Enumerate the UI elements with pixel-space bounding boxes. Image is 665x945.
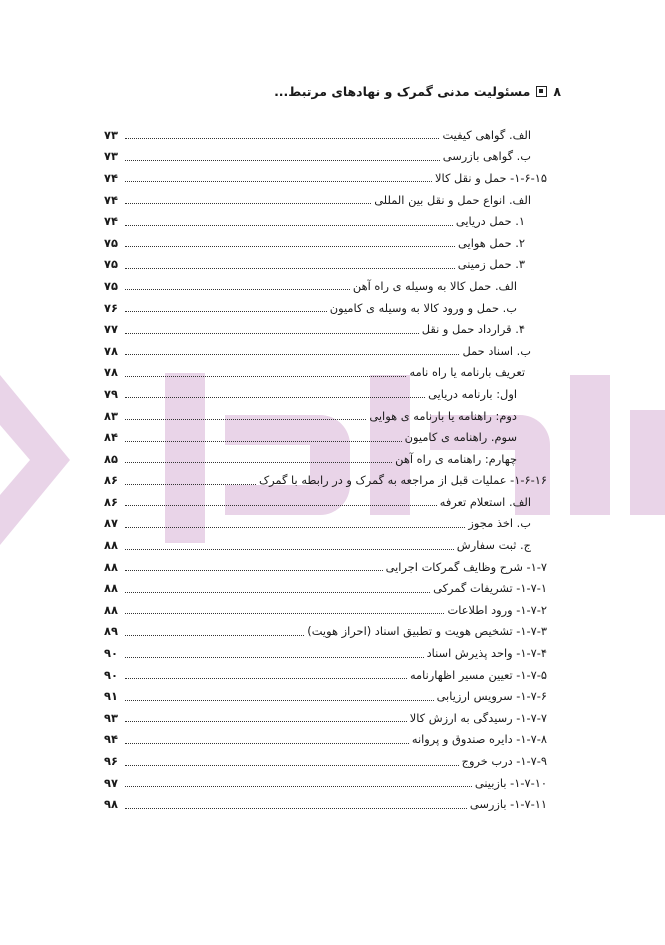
toc-entry-page: ۸۹ [104,624,118,639]
toc-entry-title: ب. گواهی بازرسی [442,149,531,164]
toc-entry-page: ۷۵ [104,235,118,250]
dot-leader [125,743,409,744]
dot-leader [125,419,366,420]
toc-entry-page: ۸۷ [104,516,118,531]
dot-leader [125,376,406,377]
toc-entry-page: ۸۸ [104,581,118,596]
dot-leader [125,808,467,809]
toc-entry-title: الف. گواهی کیفیت [442,127,531,142]
square-bullet-icon [536,86,547,97]
dot-leader [125,333,419,334]
toc-entry-page: ۷۸ [104,343,118,358]
toc-entry-page: ۹۱ [104,689,118,704]
toc-entry-page: ۷۶ [104,300,118,315]
toc-entry-page: ۷۹ [104,386,118,401]
toc-entry [104,232,547,254]
toc-entry [104,772,547,794]
toc-entry-page: ۸۸ [104,559,118,574]
page-number: ۸ [553,84,561,99]
dot-leader [125,354,459,355]
toc-entry [104,318,547,340]
toc-entry-title: اول: بارنامه دریایی [428,386,517,401]
toc-entry-page: ۷۳ [104,127,118,142]
dot-leader [125,397,425,398]
toc-entry-page: ۹۴ [104,732,118,747]
toc-entry [104,362,547,384]
toc-entry-title: ۱-۷-۱۱- بازرسی [469,797,547,812]
toc-entry [104,685,547,707]
toc-entry [104,577,547,599]
toc-entry-page: ۷۵ [104,278,118,293]
toc-entry-title: ۱-۷-۵- تعیین مسیر اظهارنامه [409,667,547,682]
dot-leader [125,678,407,679]
toc-entry-title: تعریف بارنامه یا راه نامه [409,365,525,380]
toc-entry [104,513,547,535]
toc-entry-title: ب. حمل و ورود کالا به وسیله ی کامیون [329,300,517,315]
toc-entry-page: ۷۳ [104,149,118,164]
toc-entry-title: ب. اسناد حمل [462,343,531,358]
toc-entry-title: چهارم: راهنامه ی راه آهن [395,451,517,466]
toc-entry [104,534,547,556]
toc-entry-title: ب. اخذ مجوز [468,516,531,531]
dot-leader [125,268,455,269]
toc-entry-page: ۷۴ [104,170,118,185]
toc-entry-title: ۱-۷-۷- رسیدگی به ارزش کالا [409,710,547,725]
toc-entry [104,556,547,578]
dot-leader [125,570,383,571]
toc-entry-page: ۸۶ [104,473,118,488]
dot-leader [125,613,444,614]
toc-entry-page: ۷۴ [104,214,118,229]
toc-entry-page: ۹۶ [104,754,118,769]
dot-leader [125,527,465,528]
toc-entry-title: ۱-۷-۴- واحد پذیرش اسناد [426,646,547,661]
toc-entry [104,599,547,621]
toc-entry-title: ۱-۶-۱۶- عملیات قبل از مراجعه به گمرک و در رابطه با گمرک [258,473,547,488]
dot-leader [125,181,432,182]
toc-entry-page: ۹۷ [104,775,118,790]
dot-leader [125,765,459,766]
dot-leader [125,138,439,139]
toc-entry [104,340,547,362]
toc-entry [104,729,547,751]
toc-entry-title: سوم. راهنامه ی کامیون [404,430,517,445]
toc-entry [104,448,547,470]
dot-leader [125,700,434,701]
dot-leader [125,289,350,290]
dot-leader [125,484,256,485]
toc-entry [104,750,547,772]
toc-entry [104,642,547,664]
toc-entry-title: ۱-۷-۶- سرویس ارزیابی [436,689,547,704]
dot-leader [125,721,407,722]
page-header [274,84,561,99]
toc-entry-title: ج. ثبت سفارش [456,538,531,553]
toc-entry-title: ۱-۷-۸- دایره صندوق و پروانه [411,732,547,747]
dot-leader [125,505,437,506]
toc-entry-title: ۴. قرارداد حمل و نقل [421,322,525,337]
toc-entry [104,405,547,427]
toc-entry [104,621,547,643]
toc-entry-page: ۸۴ [104,430,118,445]
toc-entry [104,426,547,448]
toc-entry [104,491,547,513]
dot-leader [125,160,440,161]
toc-entry-page: ۸۵ [104,451,118,466]
dot-leader [125,246,455,247]
toc-entry [104,470,547,492]
toc-entry [104,707,547,729]
dot-leader [125,311,327,312]
running-title: مسئولیت مدنی گمرک و نهادهای مرتبط... [274,84,531,99]
toc-entry [104,254,547,276]
toc-entry-page: ۷۷ [104,322,118,337]
toc-entry-title: ۱. حمل دریایی [455,214,525,229]
toc-entry-title: ۱-۷-۱۰- بازبینی [474,775,547,790]
toc-entry-title: ۱-۶-۱۵- حمل و نقل کالا [435,170,547,185]
table-of-contents [104,124,547,815]
toc-entry-page: ۸۶ [104,494,118,509]
toc-entry-page: ۹۳ [104,710,118,725]
toc-entry-title: الف. حمل کالا به وسیله ی راه آهن [352,278,517,293]
toc-entry-title: ۱-۷- شرح وظایف گمرکات اجرایی [385,559,547,574]
toc-entry-title: الف. انواع حمل و نقل بین المللی [374,192,531,207]
toc-entry [104,189,547,211]
toc-entry [104,146,547,168]
toc-entry-page: ۹۸ [104,797,118,812]
toc-entry-page: ۸۸ [104,538,118,553]
dot-leader [125,592,430,593]
toc-entry [104,124,547,146]
toc-entry-title: ۱-۷-۱- تشریفات گمرکی [433,581,547,596]
toc-entry [104,210,547,232]
toc-entry-title: ۱-۷-۲- ورود اطلاعات [447,602,547,617]
dot-leader [125,657,424,658]
toc-entry-page: ۸۸ [104,602,118,617]
toc-entry-page: ۸۳ [104,408,118,423]
toc-entry-title: الف. استعلام تعرفه [439,494,531,509]
dot-leader [125,786,472,787]
dot-leader [125,549,454,550]
toc-entry-page: ۹۰ [104,646,118,661]
toc-entry [104,664,547,686]
toc-entry-page: ۷۵ [104,257,118,272]
toc-entry-title: ۱-۷-۹- درب خروج [461,754,547,769]
toc-entry-title: ۲. حمل هوایی [458,235,525,250]
toc-entry-page: ۹۰ [104,667,118,682]
dot-leader [125,441,402,442]
toc-entry [104,167,547,189]
dot-leader [125,203,371,204]
dot-leader [125,225,453,226]
toc-entry [104,793,547,815]
toc-entry-page: ۷۸ [104,365,118,380]
dot-leader [125,462,392,463]
toc-entry [104,275,547,297]
toc-entry [104,297,547,319]
toc-entry [104,383,547,405]
toc-entry-page: ۷۴ [104,192,118,207]
toc-entry-title: ۱-۷-۳- تشخیص هویت و تطبیق اسناد (احراز هویت) [307,624,547,639]
toc-entry-title: ۳. حمل زمینی [457,257,525,272]
dot-leader [125,635,304,636]
toc-entry-title: دوم: راهنامه یا بارنامه ی هوایی [369,408,517,423]
